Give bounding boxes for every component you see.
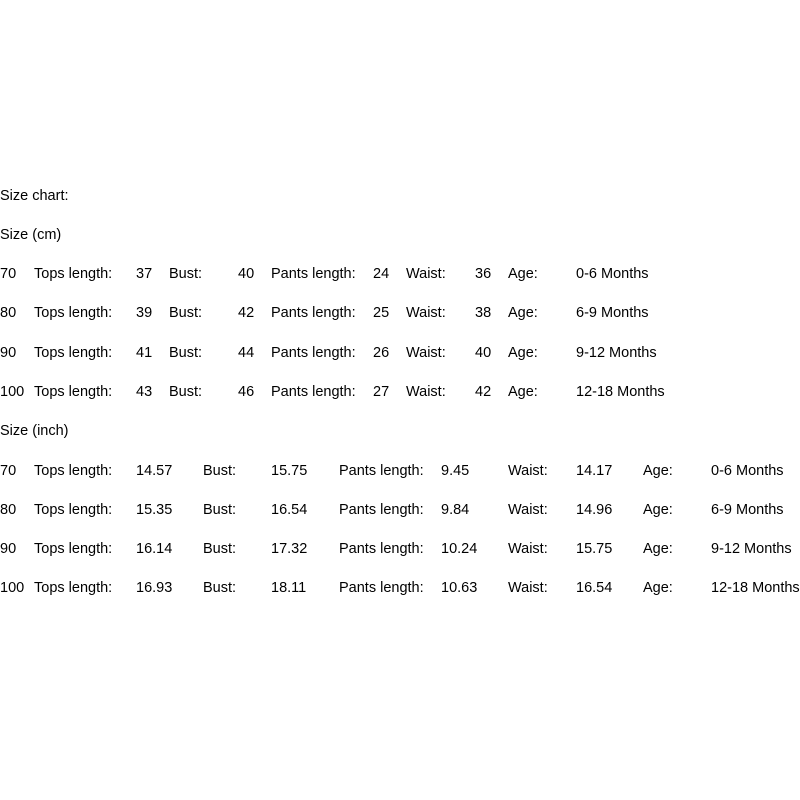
table-row [0, 502, 800, 519]
tops-length-label: Tops length: [34, 305, 113, 321]
tops-length-value: 37 [136, 266, 153, 282]
pants-length-label: Pants length: [271, 384, 356, 400]
bust-value: 44 [238, 345, 255, 361]
table-row [0, 345, 800, 362]
tops-length-label: Tops length: [34, 463, 113, 479]
tops-length-value: 43 [136, 384, 153, 400]
bust-label: Bust: [169, 384, 203, 400]
age-value: 6-9 Months [576, 305, 649, 321]
age-value: 9-12 Months [576, 345, 657, 361]
age-label: Age: [643, 463, 673, 479]
bust-label: Bust: [203, 580, 237, 596]
age-value: 12-18 Months [576, 384, 665, 400]
age-value: 6-9 Months [711, 502, 784, 518]
cm-section-heading: Size (cm) [0, 227, 62, 243]
waist-value: 14.17 [576, 463, 613, 479]
tops-length-label: Tops length: [34, 384, 113, 400]
tops-length-label: Tops length: [34, 502, 113, 518]
pants-length-value: 9.84 [441, 502, 470, 518]
table-row [0, 305, 800, 322]
size-value: 100 [0, 384, 25, 400]
waist-label: Waist: [406, 305, 446, 321]
bust-value: 46 [238, 384, 255, 400]
waist-label: Waist: [508, 502, 548, 518]
tops-length-label: Tops length: [34, 580, 113, 596]
age-label: Age: [643, 580, 673, 596]
waist-label: Waist: [508, 541, 548, 557]
waist-value: 42 [475, 384, 492, 400]
age-value: 0-6 Months [576, 266, 649, 282]
tops-length-label: Tops length: [34, 345, 113, 361]
waist-value: 36 [475, 266, 492, 282]
age-label: Age: [643, 541, 673, 557]
tops-length-value: 14.57 [136, 463, 173, 479]
waist-value: 15.75 [576, 541, 613, 557]
waist-label: Waist: [406, 266, 446, 282]
age-value: 12-18 Months [711, 580, 800, 596]
pants-length-label: Pants length: [339, 463, 424, 479]
waist-label: Waist: [508, 580, 548, 596]
bust-value: 18.11 [271, 580, 307, 596]
tops-length-value: 16.14 [136, 541, 173, 557]
table-row [0, 384, 800, 401]
age-value: 0-6 Months [711, 463, 784, 479]
pants-length-label: Pants length: [339, 580, 424, 596]
table-row [0, 541, 800, 558]
size-value: 100 [0, 580, 25, 596]
bust-value: 40 [238, 266, 255, 282]
tops-length-label: Tops length: [34, 541, 113, 557]
tops-length-value: 16.93 [136, 580, 173, 596]
pants-length-label: Pants length: [271, 305, 356, 321]
table-row [0, 463, 800, 480]
pants-length-value: 27 [373, 384, 390, 400]
pants-length-value: 26 [373, 345, 390, 361]
size-value: 70 [0, 463, 17, 479]
pants-length-value: 10.24 [441, 541, 478, 557]
waist-value: 14.96 [576, 502, 613, 518]
waist-label: Waist: [406, 384, 446, 400]
bust-value: 16.54 [271, 502, 308, 518]
age-label: Age: [508, 345, 538, 361]
bust-label: Bust: [203, 541, 237, 557]
waist-value: 40 [475, 345, 492, 361]
bust-label: Bust: [169, 266, 203, 282]
pants-length-value: 25 [373, 305, 390, 321]
pants-length-value: 24 [373, 266, 390, 282]
pants-length-label: Pants length: [339, 541, 424, 557]
pants-length-label: Pants length: [271, 266, 356, 282]
age-label: Age: [508, 266, 538, 282]
pants-length-value: 9.45 [441, 463, 470, 479]
tops-length-value: 15.35 [136, 502, 173, 518]
age-value: 9-12 Months [711, 541, 792, 557]
waist-label: Waist: [406, 345, 446, 361]
waist-label: Waist: [508, 463, 548, 479]
size-value: 80 [0, 502, 17, 518]
age-label: Age: [508, 305, 538, 321]
pants-length-value: 10.63 [441, 580, 478, 596]
bust-label: Bust: [169, 305, 203, 321]
bust-label: Bust: [203, 463, 237, 479]
bust-label: Bust: [169, 345, 203, 361]
table-row [0, 580, 800, 597]
inch-section-heading: Size (inch) [0, 423, 69, 439]
age-label: Age: [508, 384, 538, 400]
bust-value: 17.32 [271, 541, 308, 557]
size-value: 90 [0, 541, 17, 557]
age-label: Age: [643, 502, 673, 518]
bust-label: Bust: [203, 502, 237, 518]
table-row [0, 266, 800, 283]
size-value: 80 [0, 305, 17, 321]
pants-length-label: Pants length: [271, 345, 356, 361]
pants-length-label: Pants length: [339, 502, 424, 518]
tops-length-label: Tops length: [34, 266, 113, 282]
tops-length-value: 41 [136, 345, 153, 361]
size-value: 90 [0, 345, 17, 361]
size-chart-title: Size chart: [0, 188, 69, 204]
waist-value: 16.54 [576, 580, 613, 596]
waist-value: 38 [475, 305, 492, 321]
bust-value: 42 [238, 305, 255, 321]
bust-value: 15.75 [271, 463, 308, 479]
tops-length-value: 39 [136, 305, 153, 321]
size-value: 70 [0, 266, 17, 282]
